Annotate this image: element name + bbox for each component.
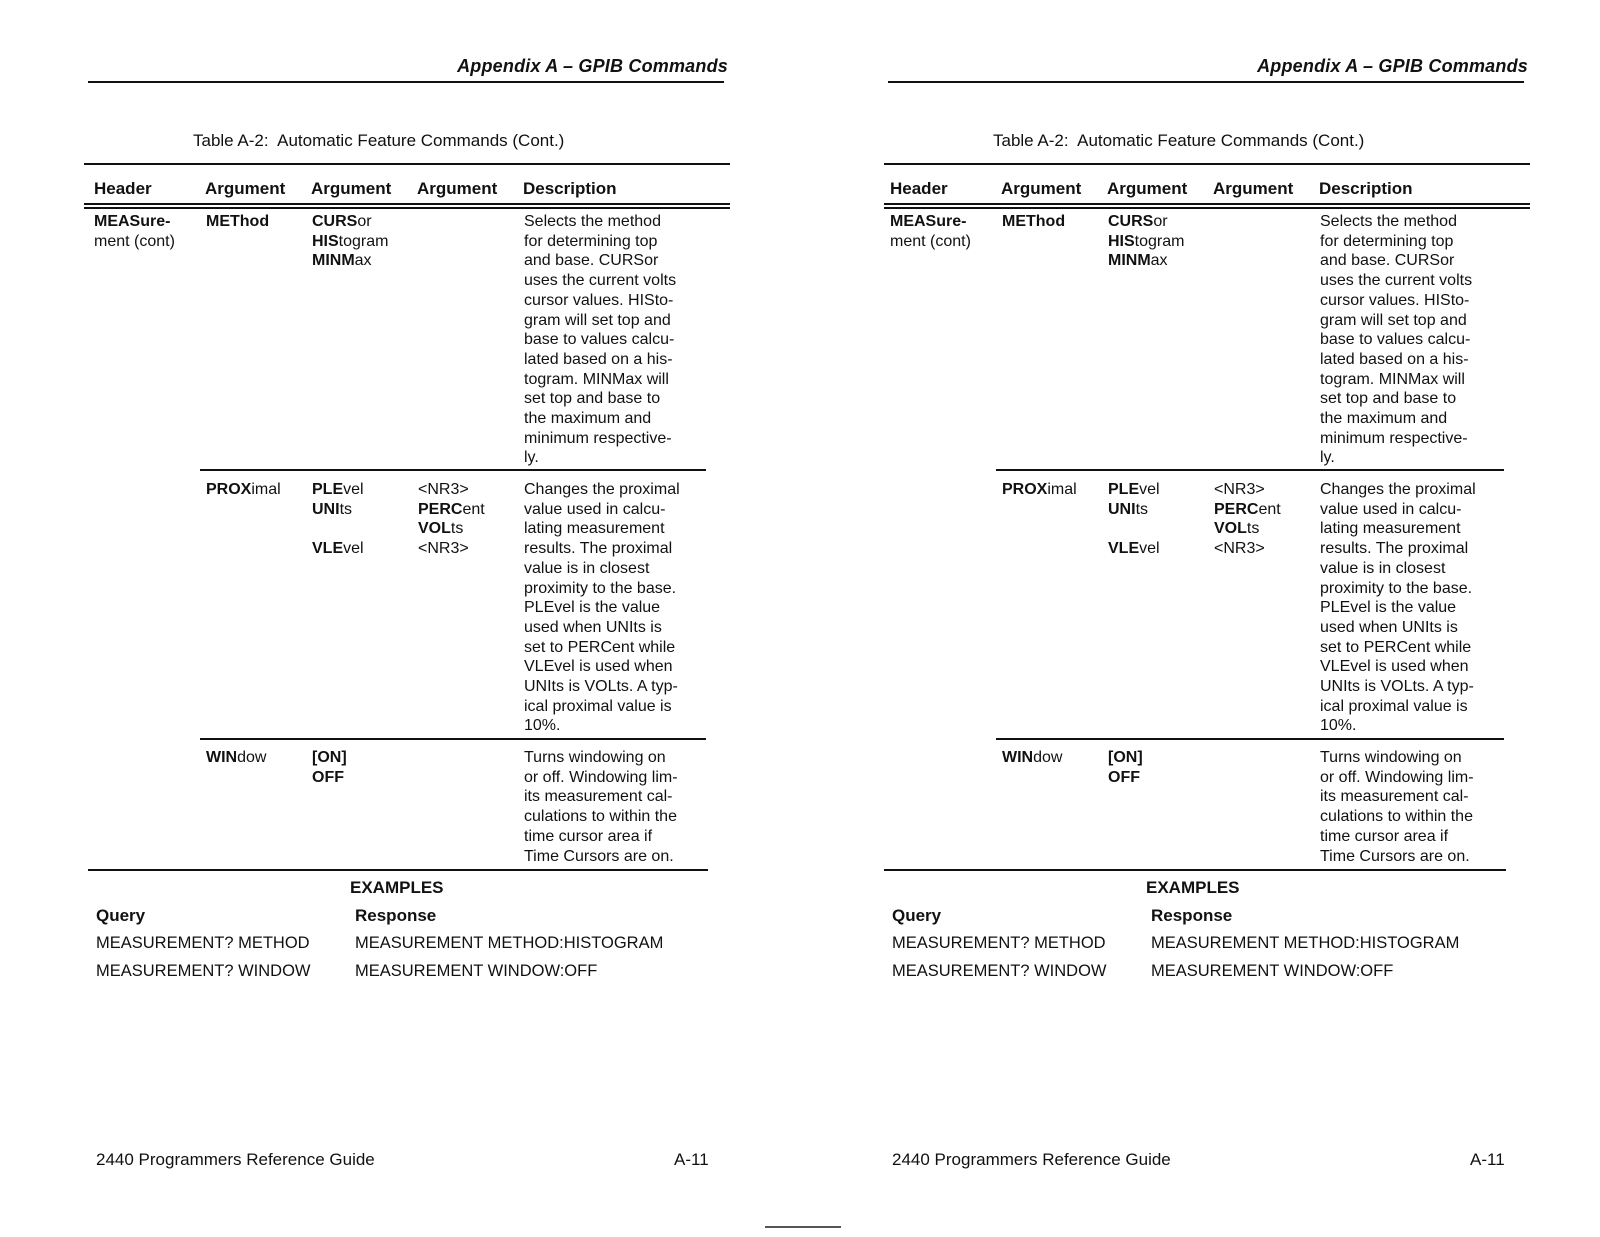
row-2-arg1: WINdow xyxy=(206,749,267,766)
row-1-arg2-option: UNIts xyxy=(1108,500,1149,518)
row-1-arg2-option: PLEvel xyxy=(1108,481,1160,498)
header-double-rule-b xyxy=(84,207,730,209)
row-1-arg2 xyxy=(1108,480,1160,559)
example-response: MEASUREMENT WINDOW:OFF xyxy=(355,962,598,980)
column-header-description: Description xyxy=(523,179,617,198)
examples-title: EXAMPLES xyxy=(1146,878,1240,897)
row-1-arg3-option: PERCent xyxy=(1214,500,1281,518)
row-1-arg3-option: VOLts xyxy=(1214,520,1260,538)
row-0-arg2-option: MINMax xyxy=(1108,252,1168,270)
row-0-arg2-option: CURSor xyxy=(312,213,372,230)
example-response: MEASUREMENT METHOD:HISTOGRAM xyxy=(355,934,664,952)
row-1-arg3-option: PERCent xyxy=(418,500,485,518)
example-query: MEASUREMENT? METHOD xyxy=(96,934,310,952)
row-1-arg3 xyxy=(1214,480,1281,559)
response-header: Response xyxy=(1151,906,1233,925)
row-0-arg1: METhod xyxy=(206,213,270,230)
row-2-arg2-option: OFF xyxy=(312,768,344,786)
row-0-description: Selects the method for determining top and base. CURSor uses the current volts cursor values. HISto- gram will set top and base to values calcu- lated based on a his- togram. MINMax will set top and base to the maximum and minimum respective- ly. xyxy=(1320,213,1473,467)
row-separator xyxy=(200,469,706,471)
query-header: Query xyxy=(892,906,942,925)
table-title-text: Automatic Feature Commands (Cont.) xyxy=(1077,131,1365,150)
column-header-argument-1: Argument xyxy=(1001,179,1082,198)
row-0-arg1: METhod xyxy=(1002,213,1066,230)
row-2-arg2-option: OFF xyxy=(1108,768,1140,786)
header-rule xyxy=(888,81,1524,83)
example-query: MEASUREMENT? WINDOW xyxy=(892,962,1107,980)
footer-guide-title: 2440 Programmers Reference Guide xyxy=(96,1150,375,1169)
table-top-rule xyxy=(84,163,730,165)
row-1-arg2 xyxy=(312,480,364,559)
footer-page-number: A-11 xyxy=(674,1150,709,1169)
header-cell-rest: ment (cont) xyxy=(890,232,971,250)
header-double-rule-a xyxy=(884,203,1530,205)
row-separator xyxy=(996,738,1504,740)
column-header-argument-2: Argument xyxy=(311,179,392,198)
row-0-arg2 xyxy=(312,212,388,271)
table-title-text: Automatic Feature Commands (Cont.) xyxy=(277,131,565,150)
header-cell-rest: ment (cont) xyxy=(94,232,175,250)
bottom-edge-mark xyxy=(765,1226,841,1228)
column-header-argument-3: Argument xyxy=(417,179,498,198)
row-1-arg2-option xyxy=(312,519,364,539)
header-rule xyxy=(88,81,724,83)
row-0-arg2-option: MINMax xyxy=(312,252,372,270)
header-cell-bold: MEASure- xyxy=(94,213,171,230)
table-title xyxy=(193,131,564,151)
table-top-rule xyxy=(884,163,1530,165)
row-1-description: Changes the proximal value used in calcu- lating measurement results. The proximal value is in closest proximity to the base. PLEvel is the value used when UNIts is set to PERCent while VLEvel is used when UNIts is VOLts. A typ- ical proximal value is 10%. xyxy=(1320,481,1476,735)
example-response: MEASUREMENT METHOD:HISTOGRAM xyxy=(1151,934,1460,952)
right-page xyxy=(888,0,1528,1237)
column-header-argument-2: Argument xyxy=(1107,179,1188,198)
example-query: MEASUREMENT? METHOD xyxy=(892,934,1106,952)
header-double-rule-a xyxy=(84,203,730,205)
row-1-arg2-option: PLEvel xyxy=(312,481,364,498)
row-0-arg2-option: CURSor xyxy=(1108,213,1168,230)
row-1-arg1: PROXimal xyxy=(206,481,281,498)
header-cell-bold: MEASure- xyxy=(890,213,967,230)
row-1-arg3-option: <NR3> xyxy=(418,540,469,558)
left-page xyxy=(88,0,728,1237)
row-0-arg2-option: HIStogram xyxy=(1108,232,1185,250)
row-2-arg1: WINdow xyxy=(1002,749,1063,766)
row-2-arg2 xyxy=(312,748,347,787)
examples-title: EXAMPLES xyxy=(350,878,444,897)
row-2-description: Turns windowing on or off. Windowing lim- its measurement cal- culations to within the time cursor area if Time Cursors are on. xyxy=(524,749,678,865)
row-0-arg2-option: HIStogram xyxy=(312,232,389,250)
header-double-rule-b xyxy=(884,207,1530,209)
row-1-arg3-option: VOLts xyxy=(418,520,464,538)
row-2-arg2-option: [ON] xyxy=(1108,749,1143,766)
row-1-arg3-option: <NR3> xyxy=(1214,481,1265,498)
footer-page-number: A-11 xyxy=(1470,1150,1505,1169)
row-2-arg2-option: [ON] xyxy=(312,749,347,766)
row-1-arg2-option: VLEvel xyxy=(312,540,364,558)
example-query: MEASUREMENT? WINDOW xyxy=(96,962,311,980)
row-1-arg2-option: UNIts xyxy=(312,500,353,518)
table-bottom-rule xyxy=(88,869,708,871)
table-title xyxy=(993,131,1364,151)
column-header-argument-3: Argument xyxy=(1213,179,1294,198)
running-header: Appendix A – GPIB Commands xyxy=(457,56,728,76)
row-1-arg2-option xyxy=(1108,519,1160,539)
footer-guide-title: 2440 Programmers Reference Guide xyxy=(892,1150,1171,1169)
row-2-description: Turns windowing on or off. Windowing lim- its measurement cal- culations to within the time cursor area if Time Cursors are on. xyxy=(1320,749,1474,865)
column-header-header: Header xyxy=(94,179,152,198)
example-response: MEASUREMENT WINDOW:OFF xyxy=(1151,962,1394,980)
running-header: Appendix A – GPIB Commands xyxy=(1257,56,1528,76)
row-1-arg2-option: VLEvel xyxy=(1108,540,1160,558)
column-header-header: Header xyxy=(890,179,948,198)
row-0-description: Selects the method for determining top and base. CURSor uses the current volts cursor values. HISto- gram will set top and base to values calcu- lated based on a his- togram. MINMax will set top and base to the maximum and minimum respective- ly. xyxy=(524,213,677,467)
row-0-arg2 xyxy=(1108,212,1184,271)
row-separator xyxy=(996,469,1504,471)
query-header: Query xyxy=(96,906,146,925)
table-title-label: Table A-2: xyxy=(193,131,269,150)
column-header-argument-1: Argument xyxy=(205,179,286,198)
row-1-description: Changes the proximal value used in calcu- lating measurement results. The proximal value is in closest proximity to the base. PLEvel is the value used when UNIts is set to PERCent while VLEvel is used when UNIts is VOLts. A typ- ical proximal value is 10%. xyxy=(524,481,680,735)
header-cell xyxy=(890,212,971,251)
table-bottom-rule xyxy=(884,869,1506,871)
row-separator xyxy=(200,738,706,740)
row-1-arg3 xyxy=(418,480,485,559)
row-1-arg3-option: <NR3> xyxy=(418,481,469,498)
column-header-description: Description xyxy=(1319,179,1413,198)
response-header: Response xyxy=(355,906,437,925)
row-1-arg3-option: <NR3> xyxy=(1214,540,1265,558)
row-2-arg2 xyxy=(1108,748,1143,787)
table-title-label: Table A-2: xyxy=(993,131,1069,150)
row-1-arg1: PROXimal xyxy=(1002,481,1077,498)
header-cell xyxy=(94,212,175,251)
